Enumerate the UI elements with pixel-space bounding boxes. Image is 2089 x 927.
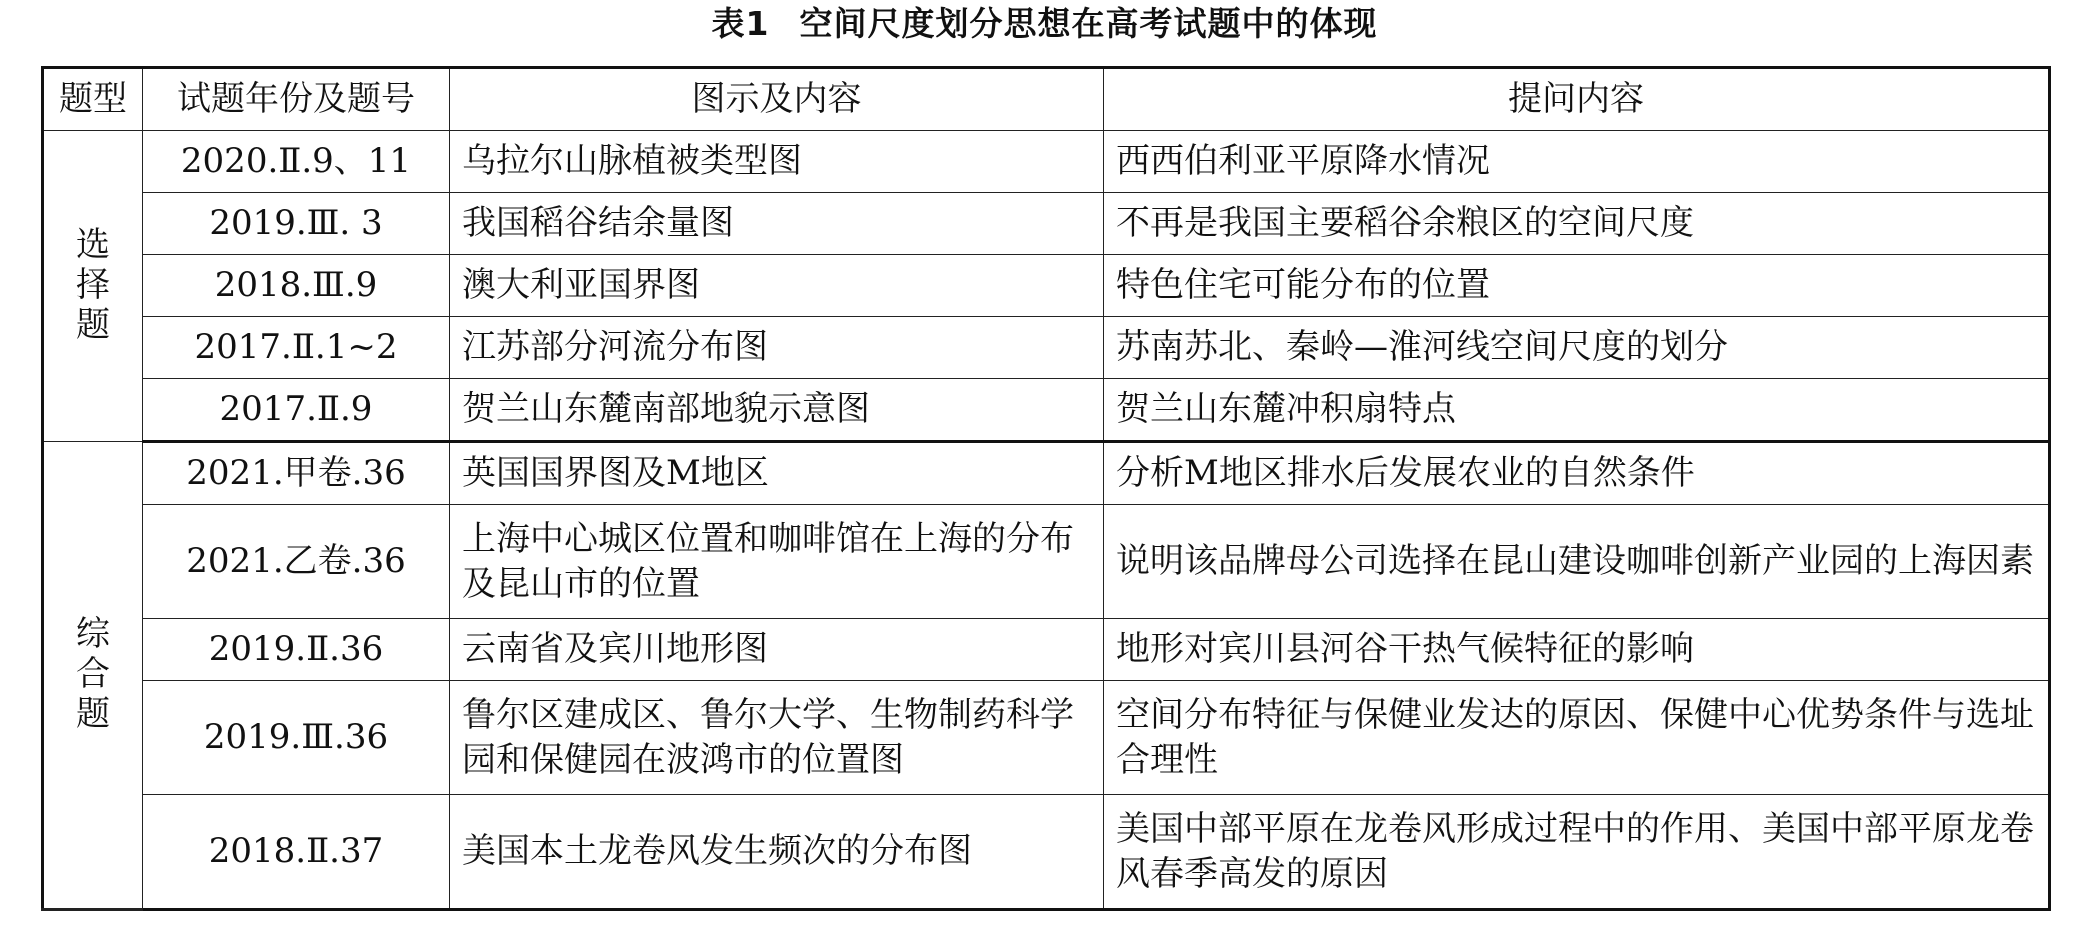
year-cell: 2018.Ⅲ.9: [143, 255, 450, 317]
table-caption: [0, 2, 2089, 46]
type-label: 选择题: [76, 224, 110, 345]
question-cell: 特色住宅可能分布的位置: [1104, 255, 2050, 317]
table-row: [43, 379, 2050, 442]
question-cell: 西西伯利亚平原降水情况: [1104, 131, 2050, 193]
figure-cell: 我国稻谷结余量图: [450, 193, 1104, 255]
figure-cell: 江苏部分河流分布图: [450, 317, 1104, 379]
figure-cell: 澳大利亚国界图: [450, 255, 1104, 317]
header-cell-type: 题型: [43, 68, 143, 131]
year-cell: 2019.Ⅲ. 3: [143, 193, 450, 255]
year-cell: 2021.甲卷.36: [143, 442, 450, 505]
table-row: [43, 681, 2050, 795]
header-row: [43, 68, 2050, 131]
question-cell: 说明该品牌母公司选择在昆山建设咖啡创新产业园的上海因素: [1104, 505, 2050, 619]
table-row: [43, 795, 2050, 910]
figure-cell: 上海中心城区位置和咖啡馆在上海的分布及昆山市的位置: [450, 505, 1104, 619]
type-cell: [43, 131, 143, 442]
type-cell: [43, 442, 143, 910]
year-cell: 2017.Ⅱ.1~2: [143, 317, 450, 379]
type-label: 综合题: [76, 613, 110, 734]
table-row: [43, 193, 2050, 255]
year-cell: 2018.Ⅱ.37: [143, 795, 450, 910]
question-cell: 分析M地区排水后发展农业的自然条件: [1104, 442, 2050, 505]
header-cell-question: 提问内容: [1104, 68, 2050, 131]
table-title: 空间尺度划分思想在高考试题中的体现: [799, 4, 1378, 43]
year-cell: 2019.Ⅱ.36: [143, 619, 450, 681]
figure-cell: 乌拉尔山脉植被类型图: [450, 131, 1104, 193]
table-row: [43, 619, 2050, 681]
question-cell: 贺兰山东麓冲积扇特点: [1104, 379, 2050, 442]
year-cell: 2017.Ⅱ.9: [143, 379, 450, 442]
figure-cell: 鲁尔区建成区、鲁尔大学、生物制药科学园和保健园在波鸿市的位置图: [450, 681, 1104, 795]
header-cell-figure: 图示及内容: [450, 68, 1104, 131]
table-row: [43, 131, 2050, 193]
figure-cell: 贺兰山东麓南部地貌示意图: [450, 379, 1104, 442]
table-row: [43, 255, 2050, 317]
figure-cell: 云南省及宾川地形图: [450, 619, 1104, 681]
data-table: [41, 66, 2051, 911]
question-cell: 地形对宾川县河谷干热气候特征的影响: [1104, 619, 2050, 681]
question-cell: 苏南苏北、秦岭—淮河线空间尺度的划分: [1104, 317, 2050, 379]
question-cell: 不再是我国主要稻谷余粮区的空间尺度: [1104, 193, 2050, 255]
year-cell: 2021.乙卷.36: [143, 505, 450, 619]
year-cell: 2020.Ⅱ.9、11: [143, 131, 450, 193]
question-cell: 美国中部平原在龙卷风形成过程中的作用、美国中部平原龙卷风春季高发的原因: [1104, 795, 2050, 910]
question-cell: 空间分布特征与保健业发达的原因、保健中心优势条件与选址合理性: [1104, 681, 2050, 795]
table-row: [43, 442, 2050, 505]
table-row: [43, 505, 2050, 619]
year-cell: 2019.Ⅲ.36: [143, 681, 450, 795]
figure-cell: 英国国界图及M地区: [450, 442, 1104, 505]
figure-cell: 美国本土龙卷风发生频次的分布图: [450, 795, 1104, 910]
table-row: [43, 317, 2050, 379]
table-number: 表1: [711, 4, 770, 43]
header-cell-year: 试题年份及题号: [143, 68, 450, 131]
